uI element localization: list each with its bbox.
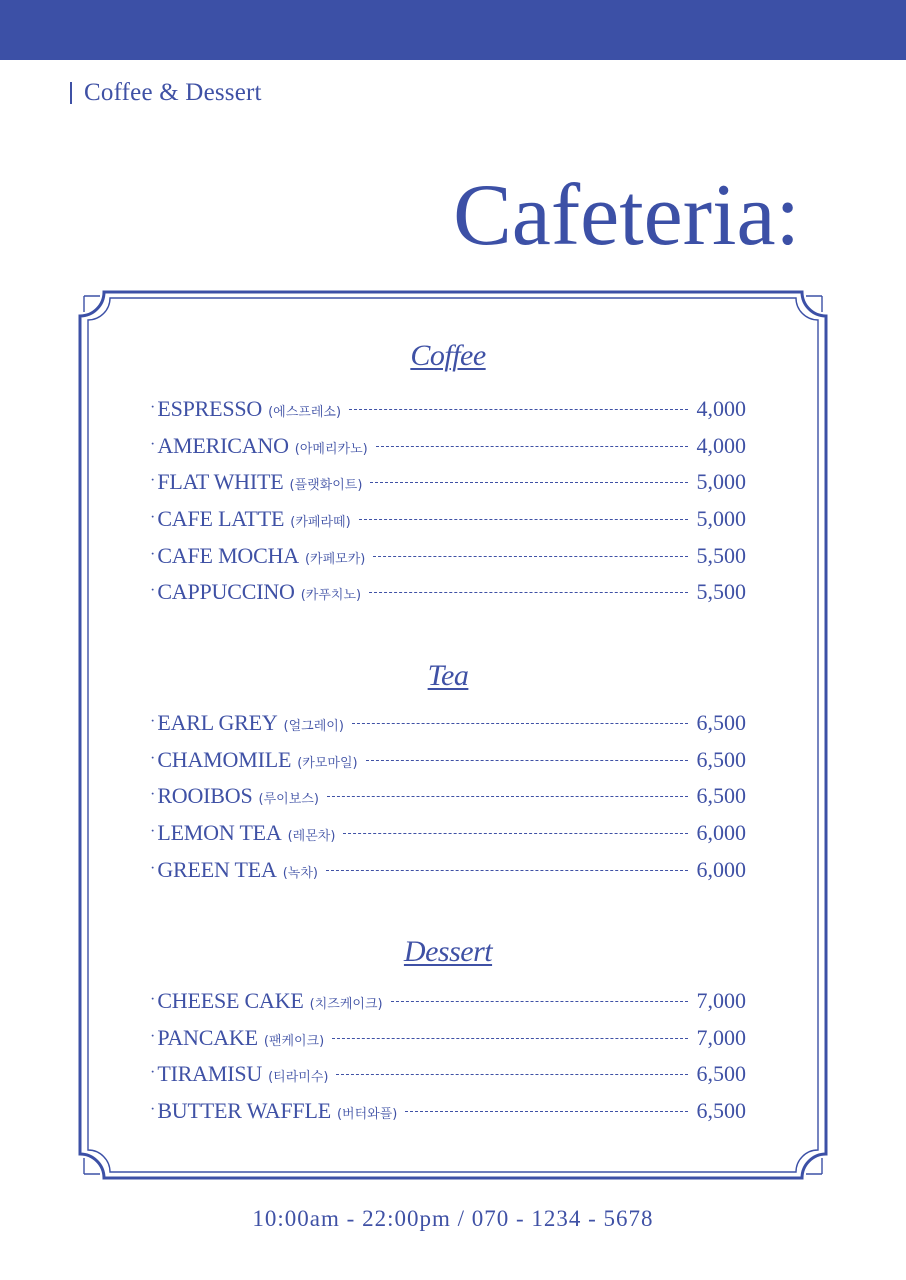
dotted-leader: [352, 723, 688, 724]
dotted-leader: [391, 1001, 688, 1002]
item-korean: (아메리카노): [294, 441, 368, 457]
item-korean: (루이보스): [258, 792, 319, 808]
dessert-section: [150, 932, 746, 1135]
item-name: ROOIBOS: [157, 783, 253, 809]
tea-section: [150, 656, 746, 893]
menu-item: · BUTTER WAFFLE (버터와플) 6,500: [150, 1098, 746, 1124]
item-price: 5,000: [696, 506, 746, 532]
subtitle-divider: [70, 82, 72, 104]
item-name: CAPPUCCINO: [157, 579, 295, 605]
dotted-leader: [349, 409, 688, 410]
item-name: CHEESE CAKE: [157, 988, 304, 1013]
item-name: TIRAMISU: [157, 1061, 263, 1087]
dotted-leader: [326, 870, 688, 871]
item-price: 4,000: [696, 396, 746, 421]
tea-heading: Tea: [427, 659, 469, 692]
dotted-leader: [373, 556, 688, 557]
menu-item: · CHAMOMILE (카모마일) 6,500: [150, 746, 746, 772]
item-korean: (카페모카): [304, 551, 366, 567]
coffee-section: [150, 336, 746, 616]
item-name: FLAT WHITE: [157, 469, 284, 495]
item-name: GREEN TEA: [157, 856, 277, 882]
menu-item: · AMERICANO (아메리카노) 4,000: [150, 432, 746, 458]
subtitle: Coffee & Dessert: [84, 79, 262, 106]
item-name: CHAMOMILE: [157, 746, 292, 772]
dotted-leader: [369, 592, 688, 593]
item-korean: (티라미수): [268, 1070, 329, 1086]
dotted-leader: [366, 760, 688, 761]
item-name: CAFE MOCHA: [157, 542, 299, 568]
item-price: 7,000: [696, 988, 746, 1013]
item-korean: (치즈케이크): [309, 997, 383, 1012]
item-price: 6,000: [696, 856, 746, 882]
item-name: BUTTER WAFFLE: [157, 1098, 331, 1124]
item-price: 5,500: [696, 579, 746, 605]
item-price: 6,500: [696, 1098, 746, 1124]
menu-item: · CAFE LATTE (카페라떼) 5,000: [150, 506, 746, 532]
item-korean: (레몬차): [287, 829, 336, 845]
menu-item: · ESPRESSO (에스프레소) 4,000: [150, 396, 746, 421]
subtitle-block: [70, 80, 262, 106]
item-korean: (녹차): [282, 865, 318, 881]
item-korean: (카푸치노): [300, 588, 362, 604]
menu-item: · CAFE MOCHA (카페모카) 5,500: [150, 542, 746, 568]
item-korean: (얼그레이): [283, 719, 344, 734]
item-korean: (플랫화이트): [289, 478, 363, 494]
item-name: CAFE LATTE: [157, 506, 285, 532]
item-korean: (카모마일): [297, 755, 358, 771]
item-price: 5,000: [696, 469, 746, 495]
menu-item: · EARL GREY (얼그레이) 6,500: [150, 710, 746, 735]
menu-item: · CAPPUCCINO (카푸치노) 5,500: [150, 579, 746, 605]
dotted-leader: [327, 796, 688, 797]
item-price: 4,000: [696, 432, 746, 458]
page-title: Cafeteria:: [453, 167, 800, 264]
menu-item: · FLAT WHITE (플랫화이트) 5,000: [150, 469, 746, 495]
item-name: AMERICANO: [157, 432, 289, 458]
item-korean: (에스프레소): [268, 405, 342, 420]
dotted-leader: [405, 1111, 688, 1112]
item-price: 6,500: [696, 783, 746, 809]
dotted-leader: [370, 482, 688, 483]
coffee-heading: Coffee: [410, 339, 486, 372]
item-korean: (카페라떼): [290, 515, 351, 531]
menu-item: · TIRAMISU (티라미수) 6,500: [150, 1061, 746, 1087]
item-name: PANCAKE: [157, 1024, 258, 1050]
dotted-leader: [336, 1074, 688, 1075]
menu-item: · CHEESE CAKE (치즈케이크) 7,000: [150, 988, 746, 1013]
menu-item: · PANCAKE (팬케이크) 7,000: [150, 1024, 746, 1050]
dotted-leader: [332, 1038, 688, 1039]
item-price: 6,000: [696, 820, 746, 846]
dotted-leader: [376, 446, 688, 447]
dotted-leader: [359, 519, 688, 520]
item-price: 6,500: [696, 710, 746, 735]
item-price: 6,500: [696, 746, 746, 772]
item-korean: (버터와플): [336, 1107, 398, 1123]
item-price: 7,000: [696, 1024, 746, 1050]
item-korean: (팬케이크): [263, 1033, 325, 1049]
item-name: LEMON TEA: [157, 820, 282, 846]
item-price: 6,500: [696, 1061, 746, 1087]
item-name: ESPRESSO: [157, 396, 263, 421]
menu-item: · LEMON TEA (레몬차) 6,000: [150, 820, 746, 846]
menu-item: · GREEN TEA (녹차) 6,000: [150, 856, 746, 882]
item-price: 5,500: [696, 542, 746, 568]
item-name: EARL GREY: [157, 710, 278, 735]
menu-item: · ROOIBOS (루이보스) 6,500: [150, 783, 746, 809]
hours-and-phone: 10:00am - 22:00pm / 070 - 1234 - 5678: [252, 1206, 654, 1231]
dessert-heading: Dessert: [403, 935, 493, 968]
top-banner: [0, 0, 906, 60]
dotted-leader: [343, 833, 688, 834]
